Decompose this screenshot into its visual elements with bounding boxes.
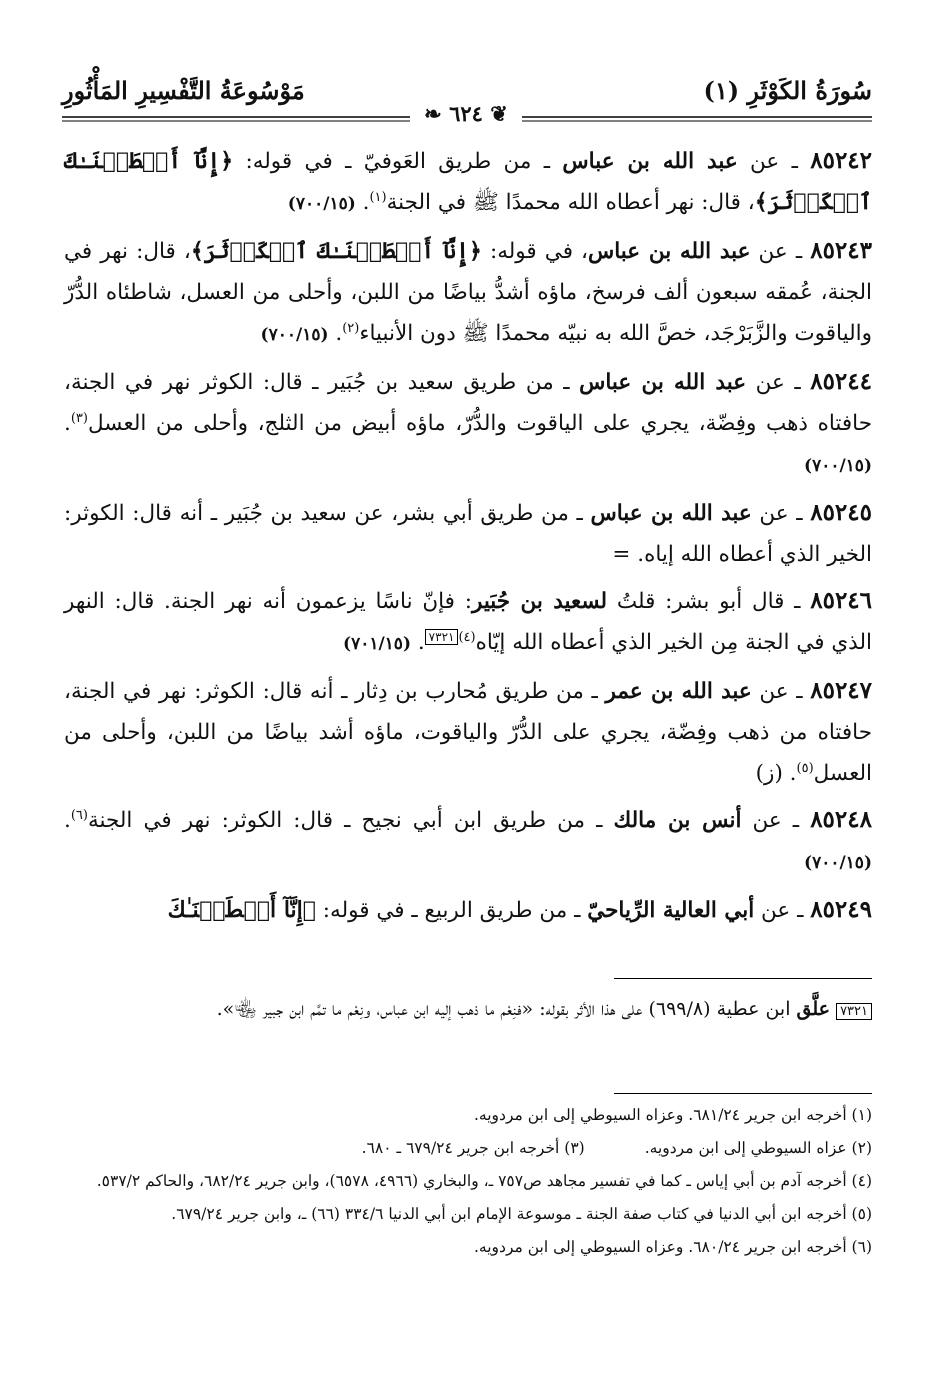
- quran-verse: ﴿إِنَّآ أَعۡطَيۡنَـٰكَ ٱلۡكَوۡثَرَ﴾: [64, 148, 872, 215]
- footnotes: [64, 1100, 872, 1265]
- narrator-name: عبد الله بن عمر: [605, 679, 752, 704]
- commentary-ref-box[interactable]: ٧٣٢١: [425, 629, 459, 645]
- footnote-2: (٢) عزاه السيوطي إلى ابن مردويه.: [644, 1139, 872, 1157]
- main-text: [64, 140, 872, 936]
- footnote-ref[interactable]: (٢): [342, 320, 360, 336]
- surah-running-title: سُورَةُ الكَوْثَرِ (١): [703, 76, 872, 105]
- narrator-name: عبد الله بن عباس: [590, 501, 752, 526]
- footnote-ref[interactable]: (٣): [70, 410, 88, 426]
- narrator-name: أبي العالية الرِّياحيّ: [587, 898, 755, 923]
- footnote-ref[interactable]: (٤): [458, 629, 476, 645]
- narrator-name: عبد الله بن عباس: [579, 370, 747, 395]
- narrator-name: أنس بن مالك: [613, 808, 742, 833]
- entry-85244: ٨٥٢٤٤ ـ عن عبد الله بن عباس ـ من طريق سعيد بن جُبَير ـ قال: الكوثر نهر في الجنة، حافتاه ذهب وفِضّة، يجري على الياقوت والدُّرّ، ماؤه أبيض من الثلج، وأحلى من العسل$^{(٣)}$. (٧٠٠/١٥): [64, 368, 872, 476]
- entry-85249: ٨٥٢٤٩ ـ عن أبي العالية الرِّياحيّ ـ من طريق الربيع ـ في قوله: ﴿إِنَّآ أَعۡطَيۡنَـٰكَ: [167, 896, 872, 923]
- quran-verse: ﴿إِنَّآ أَعۡطَيۡنَـٰكَ: [167, 897, 316, 923]
- commentary-number-box: ٧٣٢١: [836, 1003, 872, 1020]
- commentary-rule: [614, 978, 872, 979]
- book-running-title: مَوْسُوعَةُ التَّفْسِيرِ المَأْثُورِ: [62, 76, 305, 105]
- entry-85246: ٨٥٢٤٦ ـ قال أبو بشر: قلتُ لسعيد بن جُبَير: فإنّ ناسًا يزعمون أنه نهر الجنة. قال: النهر الذي في الجنة مِن الخير الذي أعطاه الله إيّاه$^{(٤)٧٣٢١}$. (٧٠١/١٥): [64, 587, 873, 655]
- volume-ref: (٧٠٠/١٥): [260, 325, 329, 345]
- commentary-note: ٧٣٢١ علَّق ابن عطية (٦٩٩/٨) على هذا الأثر بقوله: «فنِعْم ما ذهب إليه ابن عباس، ونِعْم ما تمَّم ابن جبير ﵄».: [64, 990, 872, 1028]
- footnote-ref[interactable]: (٦): [70, 807, 88, 823]
- page-number: ❦ ٦٢٤ ❧: [0, 101, 932, 126]
- footnote-5: (٥) أخرجه ابن أبي الدنيا في كتاب صفة الجنة ـ موسوعة الإمام ابن أبي الدنيا ٣٣٤/٦ (٦٦) ـ، وابن جرير ٦٧٩/٢٤.: [171, 1205, 872, 1223]
- entry-85243: ٨٥٢٤٣ ـ عن عبد الله بن عباس، في قوله: ﴿إِنَّآ أَعۡطَيۡنَـٰكَ ٱلۡكَوۡثَرَ﴾، قال: نهر في الجنة، عُمقه سبعون ألف فرسخ، ماؤه أشدُّ بياضًا من اللبن، وأحلى من العسل، شاطئاه الدُّرّ والياقوت والزَّبَرْجَد، خصَّ الله به نبيّه محمدًا ﷺ دون الأنبياء$^{(٢)}$. (٧٠٠/١٥): [64, 237, 872, 346]
- volume-ref: (٧٠٠/١٥): [804, 853, 872, 873]
- footnote-6: (٦) أخرجه ابن جرير ٦٨٠/٢٤. وعزاه السيوطي إلى ابن مردويه.: [474, 1238, 872, 1256]
- footnote-ref[interactable]: (٥): [796, 760, 814, 776]
- entry-85247: ٨٥٢٤٧ ـ عن عبد الله بن عمر ـ من طريق مُحارب بن دِثار ـ أنه قال: الكوثر: نهر في الجنة، حافتاه من ذهب وفِضّة، يجري على الدُّرّ والياقوت، ماؤه أشد بياضًا من اللبن، وأحلى من العسل$^{(٥)}$. (ز): [64, 677, 873, 786]
- quran-verse: ﴿إِنَّآ أَعۡطَيۡنَـٰكَ ٱلۡكَوۡثَرَ﴾: [190, 238, 482, 264]
- narrator-name: عبد الله بن عباس: [588, 239, 751, 264]
- footnote-3: (٣) أخرجه ابن جرير ٦٧٩/٢٤ ـ ٦٨٠.: [361, 1139, 585, 1157]
- volume-ref: (٧٠٠/١٥): [804, 456, 872, 476]
- volume-ref: (٧٠١/١٥): [343, 634, 411, 654]
- footnote-row-2-3: [64, 1133, 872, 1166]
- footnotes-rule: [614, 1093, 872, 1094]
- footnote-4: (٤) أخرجه آدم بن أبي إياس ـ كما في تفسير مجاهد ص٧٥٧ ـ، والبخاري (٤٩٦٦، ٦٥٧٨)، وابن جرير ٦٨٢/٢٤، والحاكم ٥٣٧/٢.: [96, 1172, 872, 1190]
- entry-85248: ٨٥٢٤٨ ـ عن أنس بن مالك ـ من طريق ابن أبي نجيح ـ قال: الكوثر: نهر في الجنة$^{(٦)}$. (٧٠٠/١٥): [64, 806, 872, 873]
- narrator-name: عبد الله بن عباس: [562, 149, 738, 174]
- volume-ref: (٧٠٠/١٥): [287, 194, 356, 214]
- footnote-1: (١) أخرجه ابن جرير ٦٨١/٢٤. وعزاه السيوطي إلى ابن مردويه.: [474, 1106, 872, 1124]
- entry-85242: ٨٥٢٤٢ ـ عن عبد الله بن عباس ـ من طريق العَوفيّ ـ في قوله: ﴿إِنَّآ أَعۡطَيۡنَـٰكَ ٱلۡكَوۡثَرَ﴾، قال: نهر أعطاه الله محمدًا ﷺ في الجنة$^{(١)}$. (٧٠٠/١٥): [64, 147, 873, 215]
- narrator-name: لسعيد بن جُبَير: [471, 589, 608, 614]
- entry-85245: ٨٥٢٤٥ ـ عن عبد الله بن عباس ـ من طريق أبي بشر، عن سعيد بن جُبَير ـ أنه قال: الكوثر: الخير الذي أعطاه الله إياه. =: [64, 499, 872, 567]
- footnote-ref[interactable]: (١): [369, 189, 387, 205]
